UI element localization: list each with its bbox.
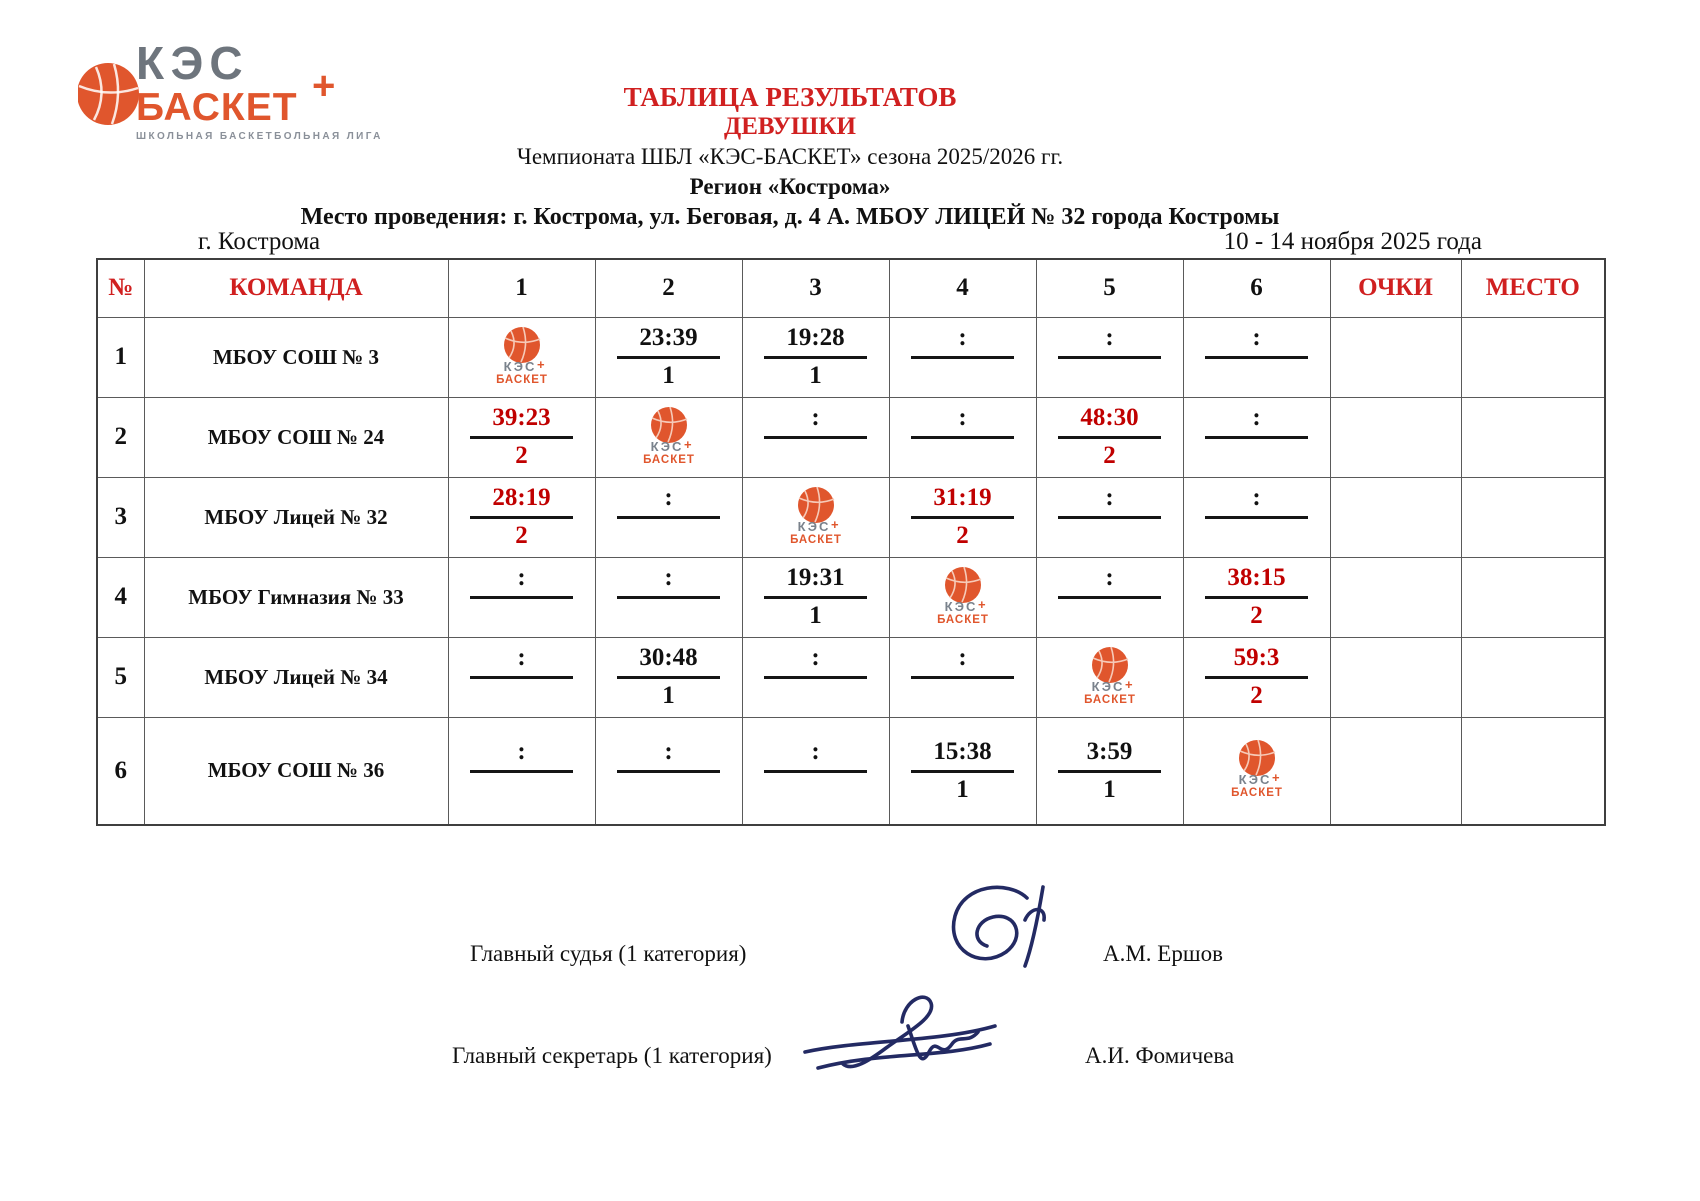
score-underline bbox=[470, 516, 572, 519]
match-score: : bbox=[958, 644, 967, 671]
match-score-cell bbox=[1036, 317, 1183, 397]
svg-text:КЭС: КЭС bbox=[1091, 678, 1124, 694]
col-header-team: КОМАНДА bbox=[144, 259, 448, 317]
self-match-logo-cell bbox=[595, 397, 742, 477]
secretary-signature bbox=[790, 990, 1005, 1100]
match-points: 1 bbox=[662, 682, 675, 709]
score-underline bbox=[911, 516, 1013, 519]
match-score: 31:19 bbox=[933, 484, 992, 511]
match-score-cell bbox=[448, 477, 595, 557]
dates-label: 10 - 14 ноября 2025 года bbox=[1223, 228, 1482, 255]
match-score-cell bbox=[1183, 637, 1330, 717]
match-score: 30:48 bbox=[639, 644, 698, 671]
logo-kes-text: КЭС bbox=[136, 37, 249, 89]
score-underline bbox=[764, 356, 866, 359]
col-header-round-6: 6 bbox=[1183, 259, 1330, 317]
total-points-cell bbox=[1330, 477, 1461, 557]
score-underline bbox=[1205, 436, 1307, 439]
secretary-label: Главный секретарь (1 категория) bbox=[452, 1043, 772, 1068]
match-score: : bbox=[1105, 564, 1114, 591]
match-points bbox=[743, 681, 889, 711]
svg-text:БАСКЕТ: БАСКЕТ bbox=[1083, 693, 1136, 705]
score-underline bbox=[470, 770, 572, 773]
match-score-cell bbox=[742, 557, 889, 637]
kes-basket-logo-icon bbox=[1077, 645, 1143, 705]
match-points bbox=[1037, 361, 1183, 391]
match-score: : bbox=[517, 564, 526, 591]
col-header-round-2: 2 bbox=[595, 259, 742, 317]
self-match-logo-cell bbox=[889, 557, 1036, 637]
match-score-cell bbox=[889, 637, 1036, 717]
team-name: МБОУ СОШ № 3 bbox=[144, 317, 448, 397]
kes-basket-logo-icon bbox=[489, 325, 555, 385]
row-number: 2 bbox=[97, 397, 144, 477]
score-underline bbox=[764, 770, 866, 773]
team-name: МБОУ СОШ № 36 bbox=[144, 717, 448, 825]
score-underline bbox=[470, 596, 572, 599]
match-score-cell bbox=[448, 637, 595, 717]
match-score: : bbox=[664, 564, 673, 591]
svg-text:КЭС: КЭС bbox=[650, 438, 683, 454]
match-score: : bbox=[517, 737, 526, 765]
match-score-cell bbox=[889, 317, 1036, 397]
match-score: 39:23 bbox=[492, 404, 551, 431]
city-label: г. Кострома bbox=[198, 228, 321, 255]
match-score-cell bbox=[742, 397, 889, 477]
match-score-cell bbox=[595, 717, 742, 825]
place-cell bbox=[1461, 317, 1605, 397]
match-points bbox=[1037, 601, 1183, 631]
match-score: : bbox=[958, 324, 967, 351]
table-header-row bbox=[97, 259, 1605, 317]
svg-text:БАСКЕТ: БАСКЕТ bbox=[642, 453, 695, 465]
svg-text:+: + bbox=[536, 356, 545, 372]
table-row bbox=[97, 317, 1605, 397]
match-score-cell bbox=[1183, 397, 1330, 477]
total-points-cell bbox=[1330, 637, 1461, 717]
match-score-cell bbox=[595, 477, 742, 557]
match-points: 2 bbox=[1250, 602, 1263, 629]
venue-line: Место проведения: г. Кострома, ул. Беговая, д. 4 А. МБОУ ЛИЦЕЙ № 32 города Костромы bbox=[300, 204, 1280, 230]
match-score: : bbox=[1252, 484, 1261, 511]
category-title: ДЕВУШКИ bbox=[724, 113, 856, 140]
col-header-points: ОЧКИ bbox=[1330, 259, 1461, 317]
match-score-cell bbox=[889, 717, 1036, 825]
results-table-body bbox=[97, 317, 1605, 825]
svg-text:КЭС: КЭС bbox=[944, 598, 977, 614]
score-underline bbox=[617, 596, 719, 599]
svg-text:БАСКЕТ: БАСКЕТ bbox=[1230, 787, 1283, 799]
match-points bbox=[596, 521, 742, 551]
judge-label: Главный судья (1 категория) bbox=[470, 941, 747, 966]
svg-text:+: + bbox=[1124, 676, 1133, 692]
score-underline bbox=[617, 516, 719, 519]
row-number: 3 bbox=[97, 477, 144, 557]
match-points: 1 bbox=[809, 602, 822, 629]
svg-text:БАСКЕТ: БАСКЕТ bbox=[789, 533, 842, 545]
col-header-round-3: 3 bbox=[742, 259, 889, 317]
match-score: : bbox=[1105, 324, 1114, 351]
total-points-cell bbox=[1330, 317, 1461, 397]
score-underline bbox=[1205, 676, 1307, 679]
match-points bbox=[890, 361, 1036, 391]
match-score-cell bbox=[889, 477, 1036, 557]
championship-line: Чемпионата ШБЛ «КЭС-БАСКЕТ» сезона 2025/2026 гг. bbox=[516, 144, 1064, 169]
score-underline bbox=[911, 356, 1013, 359]
match-points bbox=[449, 681, 595, 711]
match-points bbox=[1184, 521, 1330, 551]
score-underline bbox=[911, 676, 1013, 679]
logo-tagline: ШКОЛЬНАЯ БАСКЕТБОЛЬНАЯ ЛИГА bbox=[136, 131, 383, 142]
match-score: 59:3 bbox=[1233, 644, 1280, 671]
match-score-cell bbox=[448, 397, 595, 477]
match-points bbox=[449, 601, 595, 631]
match-score-cell bbox=[595, 557, 742, 637]
place-cell bbox=[1461, 717, 1605, 825]
match-points: 1 bbox=[662, 362, 675, 389]
match-points bbox=[596, 601, 742, 631]
match-score: : bbox=[1105, 484, 1114, 511]
team-name: МБОУ Лицей № 32 bbox=[144, 477, 448, 557]
kes-basket-logo-icon bbox=[783, 485, 849, 545]
svg-text:КЭС: КЭС bbox=[1238, 772, 1271, 788]
region-line: Регион «Кострома» bbox=[689, 174, 891, 199]
score-underline bbox=[1058, 436, 1160, 439]
match-score-cell bbox=[1036, 477, 1183, 557]
table-row bbox=[97, 717, 1605, 825]
team-name: МБОУ Лицей № 34 bbox=[144, 637, 448, 717]
score-underline bbox=[764, 596, 866, 599]
match-score-cell bbox=[742, 317, 889, 397]
results-table bbox=[96, 258, 1606, 826]
score-underline bbox=[617, 770, 719, 773]
col-header-place: МЕСТО bbox=[1461, 259, 1605, 317]
place-cell bbox=[1461, 637, 1605, 717]
match-points bbox=[743, 775, 889, 805]
match-score: : bbox=[664, 737, 673, 765]
col-header-num: № bbox=[97, 259, 144, 317]
total-points-cell bbox=[1330, 397, 1461, 477]
score-underline bbox=[617, 676, 719, 679]
svg-text:КЭС: КЭС bbox=[797, 518, 830, 534]
col-header-round-4: 4 bbox=[889, 259, 1036, 317]
match-points bbox=[596, 775, 742, 805]
score-underline bbox=[470, 676, 572, 679]
match-points: 1 bbox=[1103, 775, 1116, 803]
self-match-logo-cell bbox=[448, 317, 595, 397]
match-points bbox=[890, 681, 1036, 711]
score-underline bbox=[1058, 770, 1160, 773]
match-points: 2 bbox=[515, 522, 528, 549]
match-score: : bbox=[1252, 404, 1261, 431]
svg-text:+: + bbox=[683, 436, 692, 452]
score-underline bbox=[617, 356, 719, 359]
match-score-cell bbox=[742, 717, 889, 825]
match-points bbox=[1184, 361, 1330, 391]
match-score-cell bbox=[595, 317, 742, 397]
secretary-name: А.И. Фомичева bbox=[1085, 1043, 1235, 1068]
match-points: 2 bbox=[1103, 442, 1116, 469]
kes-basket-logo-icon bbox=[930, 565, 996, 625]
score-underline bbox=[1058, 356, 1160, 359]
total-points-cell bbox=[1330, 557, 1461, 637]
match-score: 28:19 bbox=[492, 484, 551, 511]
match-score: 38:15 bbox=[1227, 564, 1286, 591]
match-score-cell bbox=[1036, 397, 1183, 477]
score-underline bbox=[470, 436, 572, 439]
match-score-cell bbox=[448, 557, 595, 637]
judge-signature bbox=[930, 878, 1075, 993]
self-match-logo-cell bbox=[742, 477, 889, 557]
place-cell bbox=[1461, 397, 1605, 477]
row-number: 1 bbox=[97, 317, 144, 397]
match-score: : bbox=[517, 644, 526, 671]
match-points bbox=[1037, 521, 1183, 551]
score-underline bbox=[1058, 596, 1160, 599]
match-score: : bbox=[811, 404, 820, 431]
table-row bbox=[97, 637, 1605, 717]
match-score: 48:30 bbox=[1080, 404, 1139, 431]
match-points: 1 bbox=[809, 362, 822, 389]
logo-plus-icon: + bbox=[312, 64, 336, 108]
match-score: : bbox=[958, 404, 967, 431]
place-cell bbox=[1461, 557, 1605, 637]
svg-text:+: + bbox=[1271, 770, 1280, 786]
match-score: 19:28 bbox=[786, 324, 845, 351]
match-score-cell bbox=[1036, 717, 1183, 825]
table-row bbox=[97, 477, 1605, 557]
team-name: МБОУ СОШ № 24 bbox=[144, 397, 448, 477]
total-points-cell bbox=[1330, 717, 1461, 825]
match-score: : bbox=[1252, 324, 1261, 351]
score-underline bbox=[764, 676, 866, 679]
score-underline bbox=[1205, 596, 1307, 599]
match-score: 19:31 bbox=[786, 564, 845, 591]
match-score-cell bbox=[595, 637, 742, 717]
col-header-round-1: 1 bbox=[448, 259, 595, 317]
svg-text:+: + bbox=[830, 516, 839, 532]
match-score-cell bbox=[889, 397, 1036, 477]
match-score-cell bbox=[1036, 557, 1183, 637]
match-score: : bbox=[664, 484, 673, 511]
score-underline bbox=[1205, 356, 1307, 359]
col-header-round-5: 5 bbox=[1036, 259, 1183, 317]
svg-text:+: + bbox=[977, 596, 986, 612]
svg-text:БАСКЕТ: БАСКЕТ bbox=[936, 613, 989, 625]
match-score: : bbox=[811, 644, 820, 671]
match-points bbox=[1184, 441, 1330, 471]
match-points bbox=[449, 775, 595, 805]
team-name: МБОУ Гимназия № 33 bbox=[144, 557, 448, 637]
match-points bbox=[890, 441, 1036, 471]
match-score-cell bbox=[742, 637, 889, 717]
match-points: 2 bbox=[515, 442, 528, 469]
kes-basket-logo-icon bbox=[1224, 738, 1290, 798]
match-score-cell bbox=[448, 717, 595, 825]
kes-basket-logo-icon bbox=[636, 405, 702, 465]
match-score-cell bbox=[1183, 557, 1330, 637]
table-row bbox=[97, 557, 1605, 637]
match-points bbox=[743, 441, 889, 471]
match-points: 2 bbox=[1250, 682, 1263, 709]
table-row bbox=[97, 397, 1605, 477]
match-score: 15:38 bbox=[933, 737, 992, 765]
match-score: 23:39 bbox=[639, 324, 698, 351]
match-points: 2 bbox=[956, 522, 969, 549]
match-score: : bbox=[811, 737, 820, 765]
score-underline bbox=[911, 436, 1013, 439]
document-header bbox=[70, 82, 1510, 232]
score-underline bbox=[1205, 516, 1307, 519]
svg-text:БАСКЕТ: БАСКЕТ bbox=[495, 373, 548, 385]
judge-name: А.М. Ершов bbox=[1103, 941, 1223, 966]
logo-basket-text: БАСКЕТ bbox=[136, 86, 298, 129]
match-score-cell bbox=[1183, 317, 1330, 397]
row-number: 4 bbox=[97, 557, 144, 637]
match-score-cell bbox=[1183, 477, 1330, 557]
match-score: 3:59 bbox=[1086, 737, 1133, 765]
score-underline bbox=[764, 436, 866, 439]
match-points: 1 bbox=[956, 775, 969, 803]
self-match-logo-cell bbox=[1183, 717, 1330, 825]
svg-text:КЭС: КЭС bbox=[503, 358, 536, 374]
row-number: 5 bbox=[97, 637, 144, 717]
score-underline bbox=[1058, 516, 1160, 519]
self-match-logo-cell bbox=[1036, 637, 1183, 717]
page-title: ТАБЛИЦА РЕЗУЛЬТАТОВ bbox=[623, 82, 957, 112]
place-cell bbox=[1461, 477, 1605, 557]
score-underline bbox=[911, 770, 1013, 773]
row-number: 6 bbox=[97, 717, 144, 825]
